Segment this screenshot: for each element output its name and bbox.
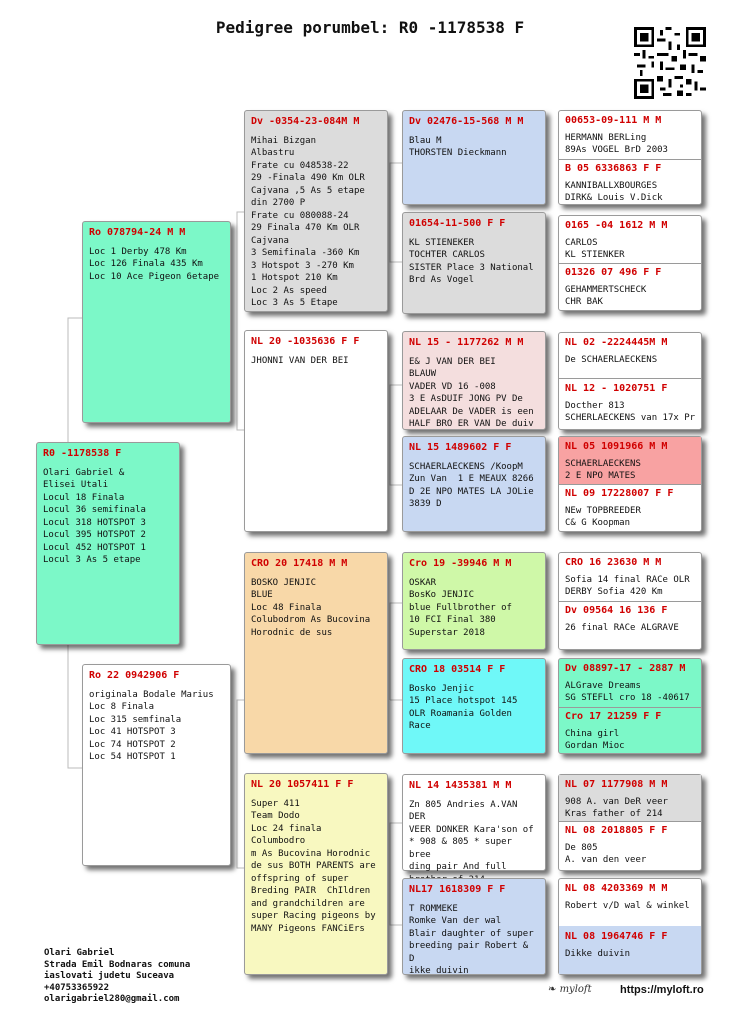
gg-grandparent-pair-card[interactable] [558, 878, 702, 975]
mother-card[interactable] [82, 664, 231, 866]
gg-grandparent-pair-card[interactable] [558, 110, 702, 205]
pigeon-notes: SCHAERLAECKENS 2 E NPO MATES [565, 458, 641, 481]
great-grandparent-card[interactable] [402, 436, 546, 532]
divider [559, 601, 701, 602]
pigeon-notes: KL STIENEKER TOCHTER CARLOS SISTER Place 3 National Brd As Vogel [409, 237, 534, 285]
ring-number: NL 08 2018805 F F [565, 825, 668, 836]
myloft-logo [548, 984, 592, 995]
owner-address: Olari Gabriel Strada Emil Bodnaras comuna iaslovati judetu Suceava +40753365922 olarigabriel280@gmail.com [44, 948, 191, 1004]
pigeon-notes: T ROMMEKE Romke Van der wal Blair daughter of super breeding pair Robert & D ikke duivin [409, 903, 534, 976]
gg-grandsire [565, 220, 697, 260]
ring-number: Dv 08897-17 - 2887 M [565, 663, 686, 674]
great-grandparent-card[interactable] [402, 212, 546, 314]
granddam-paternal-card[interactable] [244, 330, 388, 532]
great-grandparent-card[interactable] [402, 658, 546, 754]
gg-grandparent-pair-card[interactable] [558, 658, 702, 754]
ring-number: NL 05 1091966 M M [565, 441, 668, 452]
ring-number: Cro 17 21259 F F [565, 711, 662, 722]
great-grandparent-card[interactable] [402, 110, 546, 205]
pigeon-notes: SCHAERLAECKENS /KoopM Zun Van 1 E MEAUX 8266 D 2E NPO MATES LA JOLie 3839 D [409, 461, 534, 509]
ring-number: NL 09 17228007 F F [565, 488, 674, 499]
pigeon-notes: E& J VAN DER BEI BLAUW VADER VD 16 -008 3 E AsDUIF JONG PV De ADELAAR De VADER is een HALF BRO ER VAN De duiv [409, 356, 534, 429]
divider [559, 484, 701, 485]
ring-number: B 05 6336863 F F [565, 163, 662, 174]
ring-number: NL17 1618309 F F [409, 884, 506, 895]
gg-grandparent-pair-card[interactable] [558, 436, 702, 532]
gg-grandparent-pair-card[interactable] [558, 774, 702, 871]
ring-number: R0 -1178538 F [43, 448, 122, 459]
gg-granddam [565, 163, 697, 203]
ring-number: Ro 22 0942906 F [89, 670, 180, 681]
gg-granddam [565, 825, 697, 869]
pigeon-notes: originala Bodale Marius Loc 8 Finala Loc 315 semfinala Loc 41 HOTSPOT 3 Loc 74 HOTSPOT 2 Loc 54 HOTSPOT 1 [89, 689, 214, 762]
ring-number: NL 15 1489602 F F [409, 442, 512, 453]
pigeon-notes: Olari Gabriel & Elisei Utali Locul 18 Finala Locul 36 semifinala Locul 318 HOTSPOT 3 Locul 395 HOTSPOT 2 Locul 452 HOTSPOT 1 Locul 3 As 5 etape [43, 467, 146, 565]
ring-number: 01326 07 496 F F [565, 267, 662, 278]
pigeon-notes: Super 411 Team Dodo Loc 24 finala Columbodro m As Bucovina Horodnic de sus BOTH PARENTS are offspring of super Breding PAIR ChIldren and grandchildren are super Racing pigeons by MANY Pigeons FANCiErs [251, 798, 376, 934]
gg-granddam [565, 605, 697, 647]
ring-number: CRO 18 03514 F F [409, 664, 506, 675]
divider [559, 263, 701, 264]
subject-card[interactable] [36, 442, 180, 645]
divider [559, 159, 701, 160]
gg-grandsire [565, 557, 697, 597]
ring-number: NL 14 1435381 M M [409, 780, 512, 791]
grandsire-paternal-card[interactable] [244, 110, 388, 312]
pigeon-notes: ALGrave Dreams SG STEFLl cro 18 -40617 [565, 680, 690, 703]
pigeon-notes: Bosko Jenjic 15 Place hotspot 145 OLR Roamania Golden Race [409, 683, 518, 731]
gg-grandparent-pair-card[interactable] [558, 552, 702, 650]
divider [559, 378, 701, 379]
page-title: Pedigree porumbel: R0 -1178538 F [215, 18, 525, 37]
ring-number: Cro 19 -39946 M M [409, 558, 512, 569]
ring-number: Dv -0354-23-084M M [251, 116, 360, 127]
great-grandparent-card[interactable] [402, 878, 546, 975]
gg-grandsire [565, 883, 697, 923]
bird-icon: ❧ [548, 984, 557, 995]
great-grandparent-card[interactable] [402, 331, 546, 430]
ring-number: 00653-09-111 M M [565, 115, 662, 126]
divider [559, 821, 701, 822]
gg-granddam [565, 711, 697, 753]
ring-number: NL 20 -1035636 F F [251, 336, 360, 347]
gg-granddam [565, 267, 697, 307]
pigeon-notes: De SCHAERLAECKENS [565, 354, 658, 365]
pigeon-notes: BOSKO JENJIC BLUE Loc 48 Finala Colubodrom As Bucovina Horodnic de sus [251, 577, 371, 638]
ring-number: NL 07 1177908 M M [565, 779, 668, 790]
ring-number: Dv 02476-15-568 M M [409, 116, 524, 127]
pigeon-notes: 908 A. van DeR veer Kras father of 214 [565, 796, 668, 819]
grandsire-maternal-card[interactable] [244, 552, 388, 754]
pigeon-notes: China girl Gordan Mioc [565, 728, 625, 751]
gg-grandsire [565, 337, 697, 377]
ring-number: NL 02 -2224445M M [565, 337, 668, 348]
ring-number: NL 15 - 1177262 M M [409, 337, 524, 348]
father-card[interactable] [82, 221, 231, 423]
gg-grandparent-pair-card[interactable] [558, 332, 702, 430]
gg-granddam [559, 926, 701, 974]
pigeon-notes: De 805 A. van den veer [565, 842, 647, 865]
pigeon-notes: Docther 813 SCHERLAECKENS van 17x Pr [565, 400, 696, 423]
pigeon-notes: KANNIBALLXBOURGES DIRK& Louis V.Dick [565, 180, 663, 203]
gg-grandparent-pair-card[interactable] [558, 215, 702, 311]
ring-number: CRO 20 17418 M M [251, 558, 348, 569]
gg-grandsire [559, 437, 701, 484]
great-grandparent-card[interactable] [402, 774, 546, 871]
gg-granddam [565, 488, 697, 530]
pigeon-notes: Sofia 14 final RACe OLR DERBY Sofia 420 Km [565, 574, 690, 597]
pigeon-notes: JHONNI VAN DER BEI [251, 355, 349, 366]
logo-text: myloft [559, 984, 592, 995]
pigeon-notes: Loc 1 Derby 478 Km Loc 126 Finala 435 Km Loc 10 Ace Pigeon 6etape [89, 246, 220, 282]
great-grandparent-card[interactable] [402, 552, 546, 650]
ring-number: 0165 -04 1612 M M [565, 220, 668, 231]
ring-number: 01654-11-500 F F [409, 218, 506, 229]
pigeon-notes: Mihai Bizgan Albastru Frate cu 048538-22 29 -Finala 490 Km OLR Cajvana ,5 As 5 etape din 2700 P Frate cu 080088-24 29 Finala 470 Km OLR Cajvana 3 Semifinala -360 Km 3 Hotspot 3 -270 Km 1 Hotspot 210 Km Loc 2 As speed Loc 3 As 5 Etape [251, 135, 365, 308]
gg-granddam [565, 383, 697, 427]
pigeon-notes: Blau M THORSTEN Dieckmann [409, 135, 507, 158]
pigeon-notes: Dikke duivin [565, 948, 631, 959]
pigeon-notes: Zn 805 Andries A.VAN DER VEER DONKER Kara'son of * 908 & 805 * super bree ding pair And full [409, 799, 534, 872]
ring-number: NL 08 4203369 M M [565, 883, 668, 894]
granddam-maternal-card[interactable] [244, 773, 388, 975]
pigeon-notes: Robert v/D wal & winkel [565, 900, 690, 911]
pigeon-notes: 26 final RACe ALGRAVE [565, 622, 679, 633]
pigeon-notes: OSKAR BosKo JENJIC blue Fullbrother of 10 FCI Final 380 Superstar 2018 [409, 577, 512, 638]
pigeon-notes: NEw TOPBREEDER C& G Koopman [565, 505, 641, 528]
gg-grandsire [565, 663, 697, 703]
pigeon-notes: HERMANN BERLing 89As VOGEL BrD 2003 [565, 132, 668, 155]
ring-number: Ro 078794-24 M M [89, 227, 186, 238]
ring-number: NL 12 - 1020751 F [565, 383, 668, 394]
gg-grandsire [565, 115, 697, 155]
ring-number: Dv 09564 16 136 F [565, 605, 668, 616]
pigeon-notes: GEHAMMERTSCHECK CHR BAK [565, 284, 647, 307]
ring-number: CRO 16 23630 M M [565, 557, 662, 568]
gg-grandsire [559, 775, 701, 821]
divider [559, 707, 701, 708]
pigeon-notes: CARLOS KL STIENKER [565, 237, 625, 260]
ring-number: NL 08 1964746 F F [565, 931, 668, 942]
website-link[interactable]: https://myloft.ro [620, 984, 704, 996]
ring-number: NL 20 1057411 F F [251, 779, 354, 790]
